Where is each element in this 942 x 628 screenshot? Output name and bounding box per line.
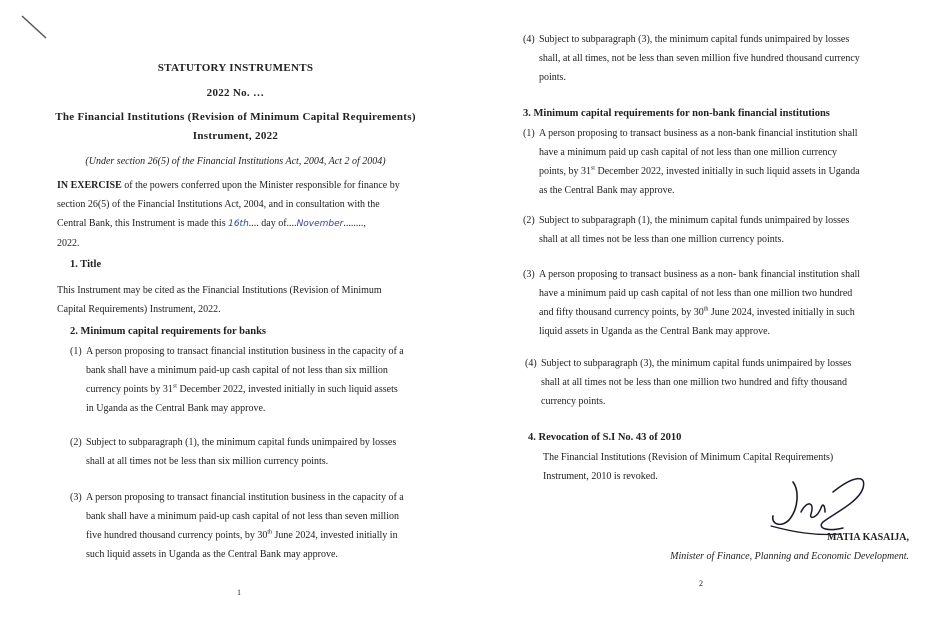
paragraph-line: A person proposing to transact business as a non-bank financial institution shall	[539, 128, 858, 139]
handwritten-day: 16th	[228, 219, 249, 229]
paragraph-number: (2)	[70, 437, 82, 448]
paragraph-line	[70, 380, 440, 399]
section-3-paragraph-4	[525, 354, 910, 411]
text-fragment: June 2024, invested initially in such	[708, 307, 855, 318]
paragraph-line: as the Central Bank may approve.	[539, 185, 675, 196]
signatory-title: Minister of Finance, Planning and Economic Development.	[670, 551, 909, 562]
text-fragment: and fifty thousand currency points, by 30	[539, 307, 704, 318]
paragraph-line: Subject to subparagraph (1), the minimum capital funds unimpaired by losses	[539, 215, 850, 226]
paragraph-number: (1)	[70, 346, 82, 357]
paragraph-line	[523, 303, 908, 322]
preamble-line-1: of the powers conferred upon the Minister responsible for finance by	[121, 180, 400, 191]
text-fragment: currency points by 31	[86, 384, 173, 395]
handwritten-month: November	[296, 219, 344, 229]
paragraph-line	[523, 162, 908, 181]
title-line-2: Instrument, 2022	[192, 130, 279, 142]
section-2-heading: 2. Minimum capital requirements for banks	[70, 326, 267, 337]
paragraph-line: bank shall have a minimum paid-up cash capital of not less than six million	[86, 365, 388, 376]
text-fragment: five hundred thousand currency points, by 30	[86, 530, 268, 541]
paragraph-line: have a minimum paid up cash capital of not less than one million two hundred	[539, 288, 853, 299]
paragraph-line: have a minimum paid up cash capital of not less than one million currency	[539, 147, 837, 158]
under-section: (Under section 26(5) of the Financial Institutions Act, 2004, Act 2 of 2004)	[85, 156, 386, 167]
paragraph-line: Subject to subparagraph (1), the minimum capital funds unimpaired by losses	[86, 437, 397, 448]
document-page-2	[471, 0, 942, 628]
title-line-1: The Financial Institutions (Revision of Minimum Capital Requirements)	[55, 111, 416, 123]
paragraph-line: Subject to subparagraph (3), the minimum capital funds unimpaired by losses	[539, 34, 850, 45]
paragraph-line: A person proposing to transact financial institution business in the capacity of a	[86, 346, 404, 357]
text-fragment: June 2024, invested initially in	[272, 530, 398, 541]
text-fragment: December 2022, invested initially in such liquid assets in Uganda	[594, 166, 860, 177]
section-3-paragraph-1	[523, 124, 908, 200]
heading: STATUTORY INSTRUMENTS	[157, 62, 314, 74]
superscript: th	[267, 529, 273, 536]
preamble-line-3a: Central Bank, this Instrument is made this	[57, 218, 229, 229]
paragraph-number: (4)	[523, 34, 535, 45]
paragraph-line: shall, at all times, not be less than seven million five hundred thousand currency	[539, 53, 860, 64]
preamble-line-2: section 26(5) of the Financial Institutions Act, 2004, and in consultation with the	[57, 199, 380, 210]
paragraph-line: currency points.	[541, 396, 606, 407]
paragraph-number: (3)	[523, 269, 535, 280]
paragraph-line: liquid assets in Uganda as the Central Bank may approve.	[539, 326, 771, 337]
paragraph-line: shall at all times not be less than one million two hundred and fifty thousand	[541, 377, 848, 388]
section-1-line-1: This Instrument may be cited as the Financial Institutions (Revision of Minimum	[57, 285, 382, 296]
section-1-text	[57, 281, 437, 319]
section-2-paragraph-1	[70, 342, 440, 418]
section-4-line-2: Instrument, 2010 is revoked.	[543, 471, 658, 482]
page-number: 1	[237, 588, 241, 597]
section-4-line-1: The Financial Institutions (Revision of Minimum Capital Requirements)	[543, 452, 834, 463]
paragraph-number: (1)	[523, 128, 535, 139]
superscript: st	[172, 383, 177, 390]
paragraph-line	[70, 526, 440, 545]
page-number: 2	[699, 579, 703, 588]
paragraph-number: (3)	[70, 492, 82, 503]
section-4-heading: 4. Revocation of S.I No. 43 of 2010	[528, 432, 682, 443]
text-fragment: December 2022, invested initially in such liquid assets	[176, 384, 398, 395]
paragraph-line: Subject to subparagraph (3), the minimum capital funds unimpaired by losses	[541, 358, 852, 369]
text-fragment: points, by 31	[539, 166, 591, 177]
section-3-paragraph-2	[523, 211, 908, 249]
section-3-paragraph-3	[523, 265, 908, 341]
preamble-line-4: 2022.	[57, 238, 80, 249]
paragraph-line: A person proposing to transact business as a non- bank financial institution shall	[539, 269, 861, 280]
preamble	[57, 176, 437, 253]
signatory-name: MATIA KASAIJA,	[826, 532, 909, 543]
instrument-number: 2022 No. …	[206, 87, 265, 99]
section-2-paragraph-2	[70, 433, 440, 471]
paragraph-line: A person proposing to transact financial institution business in the capacity of a	[86, 492, 404, 503]
paragraph-line: bank shall have a minimum paid-up cash capital of not less than seven million	[86, 511, 399, 522]
section-2-paragraph-4	[523, 30, 903, 87]
section-2-paragraph-3	[70, 488, 440, 564]
paragraph-line: shall at all times not be less than one million currency points.	[539, 234, 784, 245]
superscript: th	[703, 306, 709, 313]
scan-mark-icon	[20, 14, 50, 42]
paragraph-line: shall at all times not be less than six million currency points.	[86, 456, 329, 467]
preamble-line-3b: .... day of....	[248, 218, 297, 229]
paragraph-line: such liquid assets in Uganda as the Central Bank may approve.	[86, 549, 338, 560]
preamble-line-3c: ........,	[343, 218, 366, 229]
superscript: st	[590, 165, 595, 172]
section-1-heading: 1. Title	[70, 259, 102, 270]
preamble-bold: IN EXERCISE	[57, 180, 122, 191]
paragraph-line: points.	[539, 72, 566, 83]
paragraph-number: (2)	[523, 215, 535, 226]
paragraph-number: (4)	[525, 358, 537, 369]
section-1-line-2: Capital Requirements) Instrument, 2022.	[57, 304, 221, 315]
paragraph-line: in Uganda as the Central Bank may approve.	[86, 403, 266, 414]
section-3-heading: 3. Minimum capital requirements for non-bank financial institutions	[523, 108, 830, 119]
